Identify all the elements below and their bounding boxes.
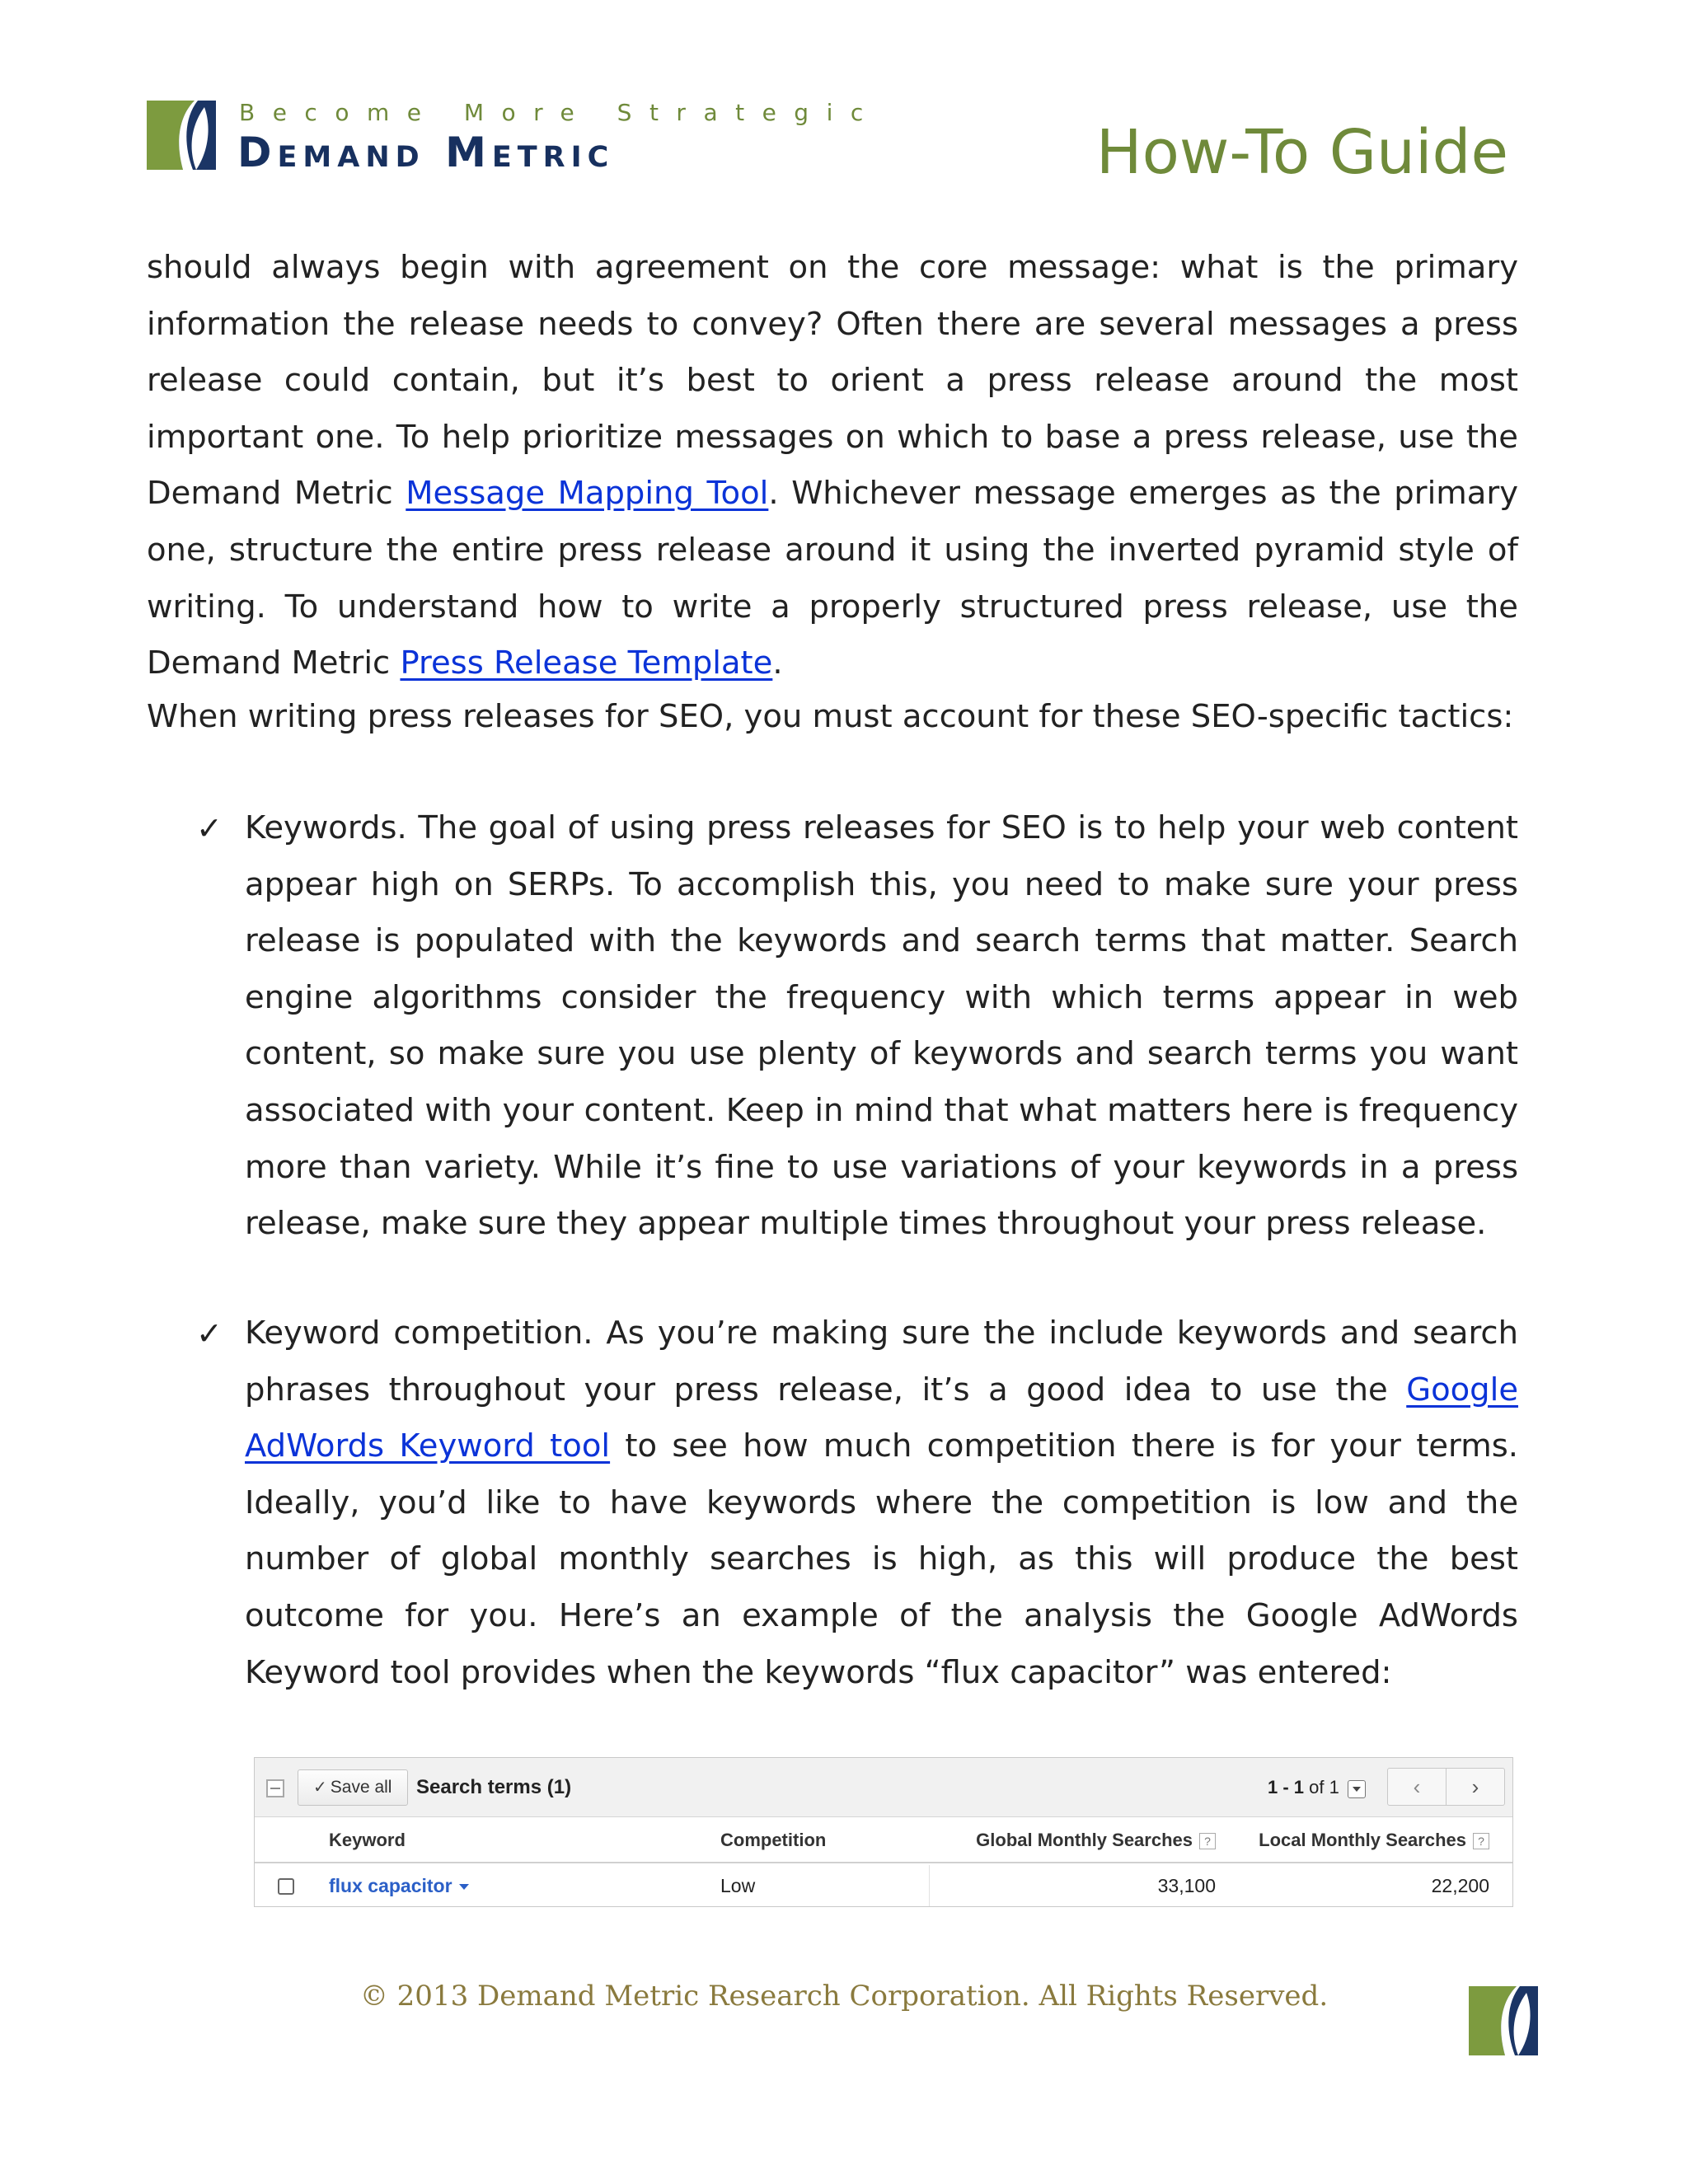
help-icon[interactable]: ? (1199, 1833, 1216, 1849)
local-header-label: Local Monthly Searches (1259, 1830, 1466, 1850)
column-header-local-monthly-searches[interactable] (1259, 1817, 1489, 1863)
lead-text-3: . (772, 644, 783, 682)
keyword-tool-table (254, 1757, 1513, 1907)
prev-page-button[interactable]: ‹ (1387, 1768, 1447, 1806)
press-release-template-link[interactable]: Press Release Template (400, 644, 773, 682)
checkmark-icon: ✓ (313, 1779, 327, 1797)
chevron-down-icon[interactable] (459, 1884, 469, 1890)
message-mapping-tool-link[interactable]: Message Mapping Tool (406, 475, 769, 513)
help-icon[interactable]: ? (1473, 1833, 1489, 1849)
save-all-label: Save all (330, 1778, 392, 1797)
keyword-cell[interactable] (329, 1865, 469, 1906)
keywords-text: Keywords. The goal of using press releases for SEO is to help your web content appear high on SERPs. To accomplish this, you need to make sure your press release is populated with the keywords and search terms that matter. Search engine algorithms consider the frequency with which terms appear in web content, so make sure you use plenty of keywords and search terms you want associated with your content. Keep in mind that what matters here is frequency more than variety. While it’s fine to use variations of your keywords in a press release, make sure they appear multiple times throughout your press release. (245, 809, 1518, 1243)
lead-text-2: . Whichever message emerges as the primary one, structure the entire press release around it using the inverted pyramid style of writing. To understand how to write a properly structured press release, use the Demand Metric (147, 475, 1518, 682)
search-terms-label: Search terms (1) (416, 1776, 572, 1798)
page-title: How-To Guide (1095, 117, 1508, 188)
keyword-tool-toolbar (255, 1758, 1512, 1817)
save-all-button[interactable] (298, 1769, 408, 1806)
pager-dropdown-icon[interactable] (1348, 1780, 1366, 1798)
next-page-button[interactable]: › (1446, 1768, 1505, 1806)
table-header (255, 1817, 1512, 1863)
demand-metric-logo (147, 101, 216, 170)
competition-cell: Low (720, 1875, 756, 1896)
column-header-keyword[interactable]: Keyword (329, 1830, 406, 1850)
brand-name: Demand Metric (237, 129, 615, 176)
collapse-icon[interactable] (266, 1779, 284, 1797)
row-checkbox[interactable] (278, 1878, 294, 1895)
seo-tactics-intro: When writing press releases for SEO, you must account for these SEO-specific tactics: (147, 698, 1514, 735)
pager-range: 1 - 1 (1268, 1777, 1305, 1797)
local-searches-cell: 22,200 (1431, 1875, 1489, 1896)
table-row (255, 1865, 1512, 1906)
demand-metric-logo (1469, 1986, 1538, 2055)
copyright-notice: © 2013 Demand Metric Research Corporation. All Rights Reserved. (359, 1980, 1329, 2013)
keyword-competition-text (245, 1305, 1518, 1701)
column-divider (929, 1865, 930, 1906)
lead-paragraph (147, 240, 1518, 692)
brand-tagline: Become More Strategic (239, 99, 881, 126)
global-header-label: Global Monthly Searches (976, 1830, 1193, 1850)
global-searches-cell: 33,100 (1157, 1875, 1216, 1896)
google-adwords-keyword-tool-link[interactable]: Google AdWords Keyword tool (245, 1371, 1518, 1465)
checkmark-icon: ✓ (196, 810, 223, 846)
keyword-competition-text-2: to see how much competition there is for your terms. Ideally, you’d like to have keywords where the competition is low and the number of global monthly searches is high, as this will produce the best outcome for you. Here’s an example of the analysis the Google AdWords Keyword tool provides when the keywords “flux capacitor” was entered: (245, 1427, 1518, 1691)
pager-info (1268, 1758, 1339, 1817)
pager-of: of 1 (1309, 1777, 1339, 1797)
keyword-value: flux capacitor (329, 1875, 452, 1896)
checkmark-icon: ✓ (196, 1315, 223, 1352)
column-header-global-monthly-searches[interactable] (976, 1817, 1216, 1863)
keyword-competition-text-1: Keyword competition. As you’re making sure the include keywords and search phrases throughout your press release, it’s a good idea to use the (245, 1315, 1518, 1408)
column-header-competition[interactable]: Competition (720, 1830, 827, 1850)
lead-text-1: should always begin with agreement on the core message: what is the primary information the release needs to convey? Often there are several messages a press release could contain, but it’s best to orient a press release around the most important one. To help prioritize messages on which to base a press release, use the Demand Metric (147, 249, 1518, 513)
